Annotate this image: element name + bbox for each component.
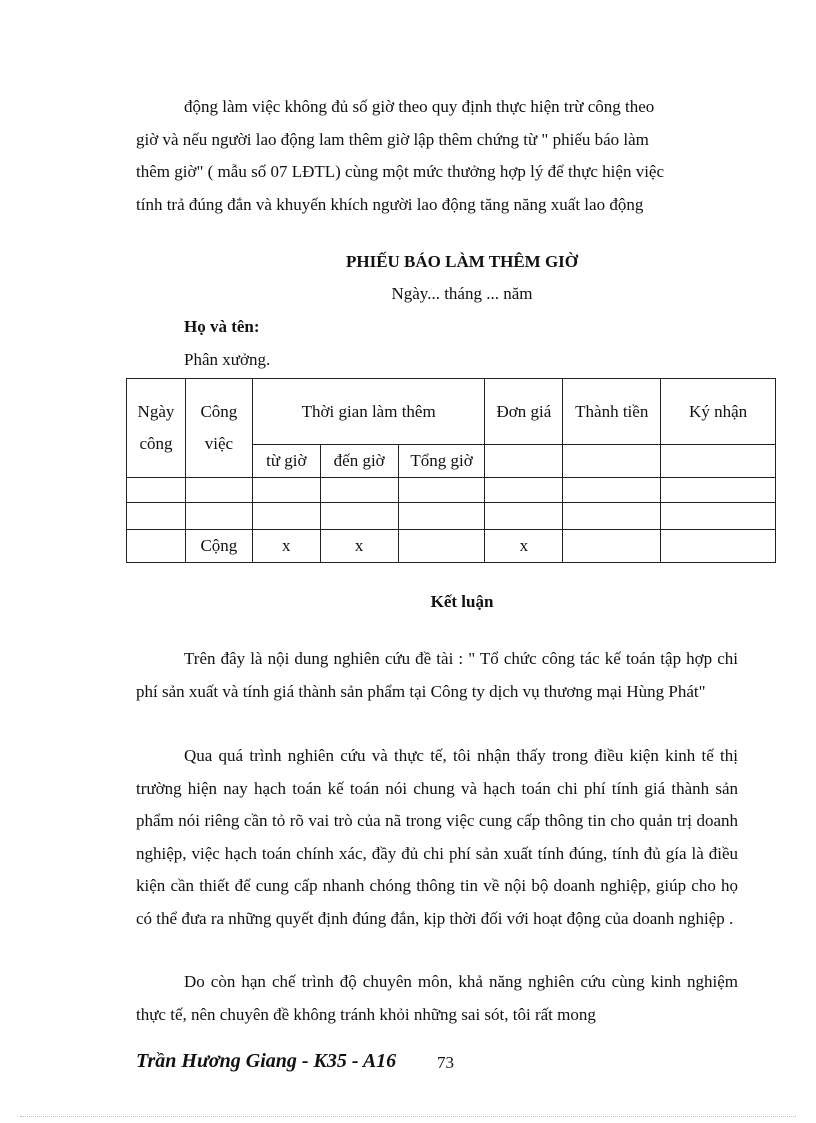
conclusion-heading: Kết luận (430, 592, 494, 611)
header-tu-gio: từ giờ (252, 445, 320, 478)
intro-paragraph (136, 91, 738, 221)
intro-line: tính trả đúng đắn và khuyến khích người lao động tăng năng xuất lao động (136, 194, 644, 214)
x-mark: x (485, 530, 563, 563)
intro-line: giờ và nếu người lao động lam thêm giờ lập thêm chứng từ " phiếu báo làm (136, 129, 649, 149)
workshop-label: Phân xưởng. (184, 350, 271, 369)
total-label: Cộng (185, 530, 252, 563)
table-cell (398, 530, 485, 563)
header-tong-gio: Tổng giờ (398, 445, 485, 478)
name-label: Họ và tên: (184, 317, 260, 336)
header-cong-viec: Công việc (185, 379, 252, 478)
overtime-form-table (126, 378, 776, 563)
conclusion-paragraph-1: Trên đây là nội dung nghiên cứu đề tài : " Tổ chức công tác kế toán tập hợp chi phí sản xuất và tính giá thành sản phẩm tại Công ty dịch vụ thương mại Hùng Phát" (136, 649, 738, 701)
page-number: 73 (437, 1053, 454, 1072)
header-ky-nhan: Ký nhận (661, 379, 776, 445)
header-thanh-tien: Thành tiền (563, 379, 661, 445)
x-mark: x (252, 530, 320, 563)
table-total-row (127, 530, 776, 563)
form-date-line: Ngày... tháng ... năm (391, 284, 533, 303)
table-cell (661, 530, 776, 563)
table-cell (563, 445, 661, 478)
intro-line: động làm việc không đủ số giờ theo quy định thực hiện trừ công theo (184, 97, 655, 116)
footer-author: Trần Hương Giang - K35 - A16 (136, 1050, 397, 1072)
header-thoi-gian: Thời gian làm thêm (252, 379, 485, 445)
table-row (127, 503, 776, 530)
table-cell (563, 530, 661, 563)
x-mark: x (320, 530, 398, 563)
footer-divider (20, 1116, 796, 1117)
table-cell (127, 530, 186, 563)
header-den-gio: đến giờ (320, 445, 398, 478)
table-cell (485, 445, 563, 478)
table-row (127, 478, 776, 503)
conclusion-paragraph-3: Do còn hạn chế trình độ chuyên môn, khả năng nghiên cứu cùng kinh nghiệm thực tế, nên chuyên đề không tránh khỏi những sai sót, tôi rất mong (136, 972, 738, 1024)
table-header-row (127, 379, 776, 445)
header-don-gia: Đơn giá (485, 379, 563, 445)
intro-line: thêm giờ" ( mẫu số 07 LĐTL) cùng một mức thưởng hợp lý để thực hiện việc (136, 162, 665, 181)
table-cell (661, 445, 776, 478)
conclusion-paragraph-2: Qua quá trình nghiên cứu và thực tế, tôi nhận thấy trong điều kiện kinh tế thị trường hiện nay hạch toán kế toán nói chung và hạch toán chi phí tính giá thành sản phẩm nói riêng cần tỏ rõ vai trò của nã trong việc cung cấp thông tin cho quản trị doanh nghiệp, việc hạch toán chính xác, đầy đủ chi phí sản xuất tính đúng, tính đủ gía là điều kiện cần thiết để cung cấp nhanh chóng thông tin về nội bộ doanh nghiệp, giúp cho họ có thể đưa ra những quyết định đúng đắn, kịp thời đối với hoạt động của doanh nghiệp . (136, 746, 738, 928)
header-ngay-cong: Ngày công (127, 379, 186, 478)
form-title: PHIẾU BÁO LÀM THÊM GIỜ (345, 252, 579, 271)
